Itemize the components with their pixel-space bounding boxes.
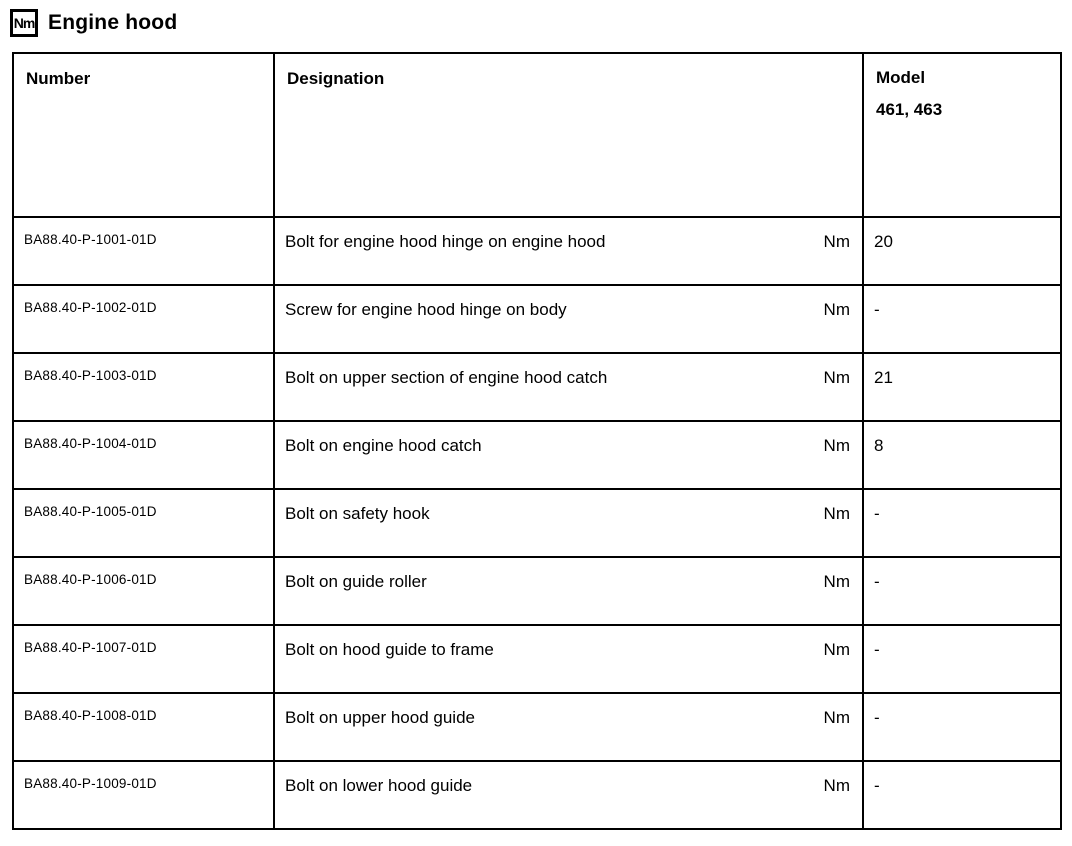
cell-value: 21 [863,353,1061,421]
cell-number: BA88.40-P-1005-01D [13,489,274,557]
table-header [13,53,1061,217]
unit-label: Nm [823,436,850,455]
table-row [13,353,1061,421]
cell-number: BA88.40-P-1001-01D [13,217,274,285]
table-row [13,557,1061,625]
designation-text: Bolt on guide roller [285,572,427,591]
cell-number: BA88.40-P-1003-01D [13,353,274,421]
cell-number: BA88.40-P-1009-01D [13,761,274,829]
cell-number: BA88.40-P-1004-01D [13,421,274,489]
header-model-line2: 461, 463 [876,100,943,119]
header-model [863,53,1061,217]
table-row [13,489,1061,557]
cell-value: - [863,557,1061,625]
table-row [13,693,1061,761]
designation-text: Bolt on safety hook [285,504,430,523]
page-title: Engine hood [48,11,178,34]
unit-label: Nm [823,504,850,523]
table-body [13,217,1061,829]
cell-designation [274,285,863,353]
torque-nm-icon: Nm [10,9,38,37]
cell-designation [274,557,863,625]
cell-designation [274,693,863,761]
cell-designation [274,761,863,829]
table-row [13,625,1061,693]
unit-label: Nm [823,708,850,727]
designation-text: Bolt on upper hood guide [285,708,475,727]
cell-value: - [863,285,1061,353]
unit-label: Nm [823,368,850,387]
table-row [13,761,1061,829]
cell-designation [274,421,863,489]
header-number: Number [13,53,274,217]
cell-value: 8 [863,421,1061,489]
cell-number: BA88.40-P-1006-01D [13,557,274,625]
unit-label: Nm [823,232,850,251]
cell-value: 20 [863,217,1061,285]
unit-label: Nm [823,572,850,591]
cell-value: - [863,625,1061,693]
table-row [13,285,1061,353]
cell-value: - [863,761,1061,829]
cell-number: BA88.40-P-1008-01D [13,693,274,761]
cell-value: - [863,693,1061,761]
unit-label: Nm [823,640,850,659]
table-row [13,421,1061,489]
designation-text: Bolt on lower hood guide [285,776,473,795]
torque-spec-table [12,52,1062,830]
cell-designation [274,489,863,557]
section-title-row [10,9,177,37]
designation-text: Bolt for engine hood hinge on engine hood [285,232,606,251]
cell-value: - [863,489,1061,557]
cell-number: BA88.40-P-1002-01D [13,285,274,353]
header-designation: Designation [274,53,863,217]
table-row [13,217,1061,285]
header-model-line1: Model [876,68,926,87]
cell-designation [274,625,863,693]
header-row [13,53,1061,217]
cell-designation [274,353,863,421]
designation-text: Bolt on upper section of engine hood catch [285,368,608,387]
cell-number: BA88.40-P-1007-01D [13,625,274,693]
unit-label: Nm [823,776,850,795]
designation-text: Bolt on hood guide to frame [285,640,494,659]
designation-text: Bolt on engine hood catch [285,436,482,455]
cell-designation [274,217,863,285]
designation-text: Screw for engine hood hinge on body [285,300,567,319]
unit-label: Nm [823,300,850,319]
